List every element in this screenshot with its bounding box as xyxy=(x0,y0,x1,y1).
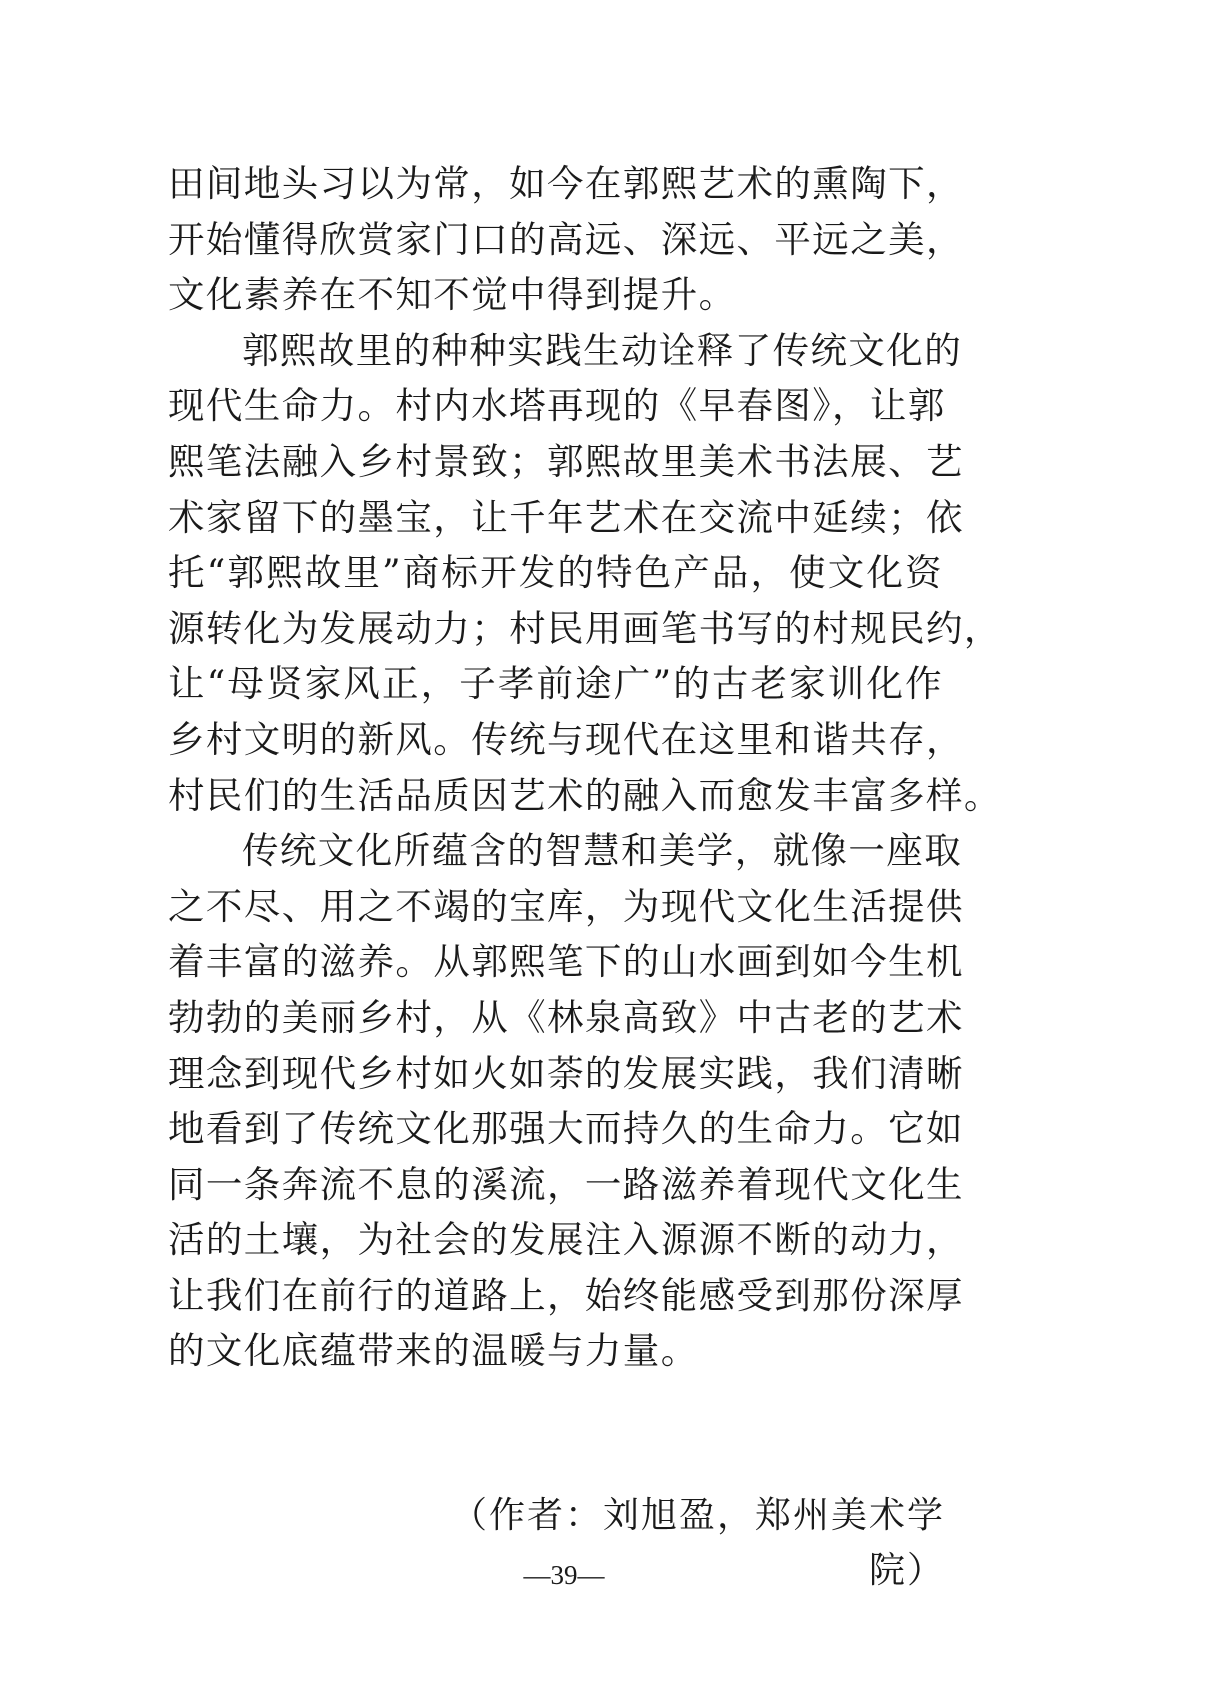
text-line: 托“郭熙故里”商标开发的特色产品，使文化资 xyxy=(168,551,943,595)
text-line: 让“母贤家风正，子孝前途广”的古老家训化作 xyxy=(168,662,943,706)
text-line: 勃勃的美丽乡村，从《林泉高致》中古老的艺术 xyxy=(168,995,964,1039)
paragraph-2 xyxy=(168,323,1002,823)
text-line: 郭熙故里的种种实践生动诠释了传统文化的 xyxy=(242,328,963,372)
text-line: 村民们的生活品质因艺术的融入而愈发丰富多样。 xyxy=(168,773,1002,817)
text-line: 之不尽、用之不竭的宝库，为现代文化生活提供 xyxy=(168,884,964,928)
text-line: 现代生命力。村内水塔再现的《早春图》，让郭 xyxy=(168,384,946,428)
paragraph-3 xyxy=(168,823,964,1379)
text-line: 田间地头习以为常，如今在郭熙艺术的熏陶下， xyxy=(168,162,964,205)
author-attribution: （作者：刘旭盈，郑州美术学院） xyxy=(450,1495,945,1591)
text-line: 术家留下的墨宝，让千年艺术在交流中延续；依 xyxy=(168,495,964,539)
text-line: 传统文化所蕴含的智慧和美学，就像一座取 xyxy=(242,829,963,873)
article-body xyxy=(168,156,1002,1379)
paragraph-1 xyxy=(168,156,964,323)
text-line: 同一条奔流不息的溪流，一路滋养着现代文化生 xyxy=(168,1162,964,1206)
text-line: 着丰富的滋养。从郭熙笔下的山水画到如今生机 xyxy=(168,940,964,984)
text-line: 地看到了传统文化那强大而持久的生命力。它如 xyxy=(168,1107,964,1151)
text-line: 活的土壤，为社会的发展注入源源不断的动力， xyxy=(168,1218,964,1262)
text-line: 让我们在前行的道路上，始终能感受到那份深厚 xyxy=(168,1273,964,1317)
text-line: 理念到现代乡村如火如荼的发展实践，我们清晰 xyxy=(168,1051,964,1095)
text-line: 源转化为发展动力；村民用画笔书写的村规民约， xyxy=(168,606,1002,650)
text-line: 熙笔法融入乡村景致；郭熙故里美术书法展、艺 xyxy=(168,439,964,483)
text-line: 文化素养在不知不觉中得到提升。 xyxy=(168,273,737,317)
text-line: 乡村文明的新风。传统与现代在这里和谐共存， xyxy=(168,717,964,761)
text-line: 的文化底蕴带来的温暖与力量。 xyxy=(168,1329,699,1373)
page-number: —39— xyxy=(523,1560,605,1590)
text-line: 开始懂得欣赏家门口的高远、深远、平远之美， xyxy=(168,217,964,261)
